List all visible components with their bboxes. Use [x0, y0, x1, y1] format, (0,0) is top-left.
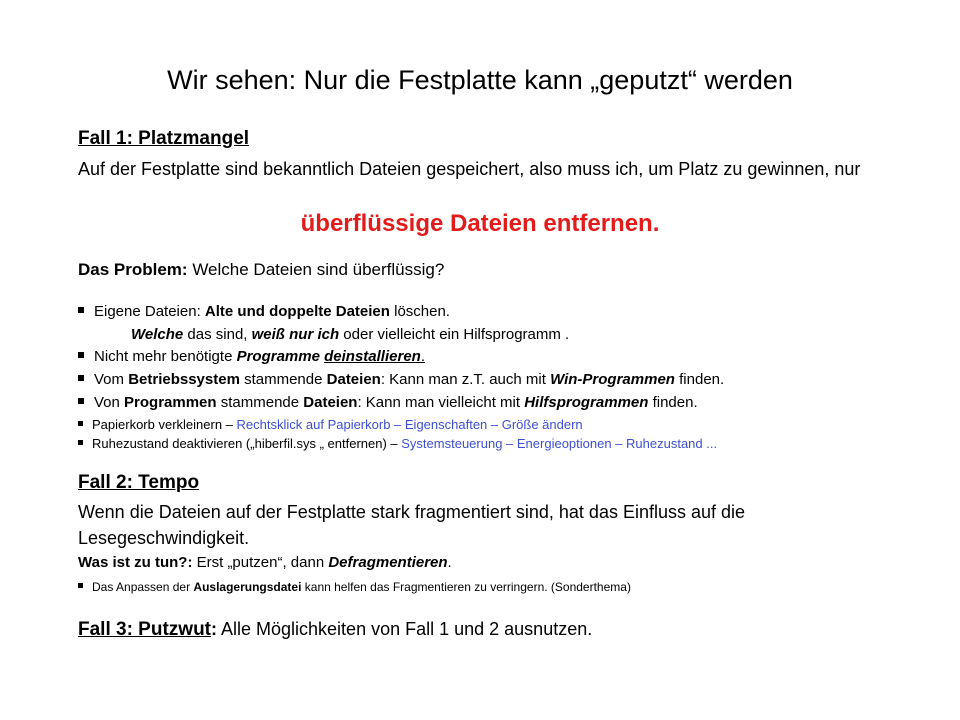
bullet-icon	[78, 583, 83, 588]
todo-text: .	[447, 554, 452, 571]
fall3-line	[78, 619, 592, 641]
bullet-text: stammende	[216, 394, 304, 411]
fall1-text: Auf der Festplatte sind bekanntlich Dateien gespeichert, also muss ich, um Platz zu gewinnen, nur	[78, 159, 861, 179]
note-text: Das Anpassen der	[92, 580, 194, 594]
bullet-text-bold-italic: Welche	[131, 326, 184, 343]
bullet-text: .	[420, 348, 425, 365]
bullet-text: Eigene Dateien:	[94, 303, 205, 320]
todo-line	[78, 554, 452, 571]
bullet-own-files-line2	[131, 326, 569, 343]
bullet-text: Papierkorb verkleinern –	[92, 417, 237, 432]
fall3-colon: :	[211, 619, 217, 639]
bullet-text-bold-italic: Programme	[236, 348, 320, 365]
bullet-text: Nicht mehr benötigte	[94, 348, 237, 365]
note-text-bold: Auslagerungsdatei	[193, 580, 302, 594]
fall3-text: Alle Möglichkeiten von Fall 1 und 2 ausnutzen.	[217, 619, 593, 639]
note-text: kann helfen das Fragmentieren zu verringern. (Sonderthema)	[301, 580, 631, 594]
bullet-text: löschen.	[389, 303, 450, 320]
problem-label: Das Problem:	[78, 260, 188, 279]
bullet-icon	[78, 307, 84, 313]
fall2-heading: Fall 2: Tempo	[78, 472, 200, 493]
slide-title: Wir sehen: Nur die Festplatte kann „geputzt“ werden	[167, 65, 793, 95]
bullet-text-bold-italic: weiß nur ich	[251, 326, 340, 343]
fall3-heading: Fall 3: Putzwut	[78, 619, 211, 640]
todo-text: Erst „putzen“, dann	[192, 554, 329, 571]
bullet-text-bold-italic: Hilfsprogrammen	[524, 394, 649, 411]
bullet-text: : Kann man vielleicht mit	[357, 394, 525, 411]
bullet-text-bold: Dateien	[326, 371, 381, 388]
bullet-text: das sind,	[183, 326, 252, 343]
bullet-text-bold: Betriebssystem	[128, 371, 240, 388]
bullet-text-bold: Alte und doppelte Dateien	[204, 303, 390, 320]
bullet-icon	[78, 421, 83, 426]
pagefile-note	[78, 580, 631, 594]
bullet-text-bold-italic-underlined: deinstallieren	[324, 348, 421, 365]
bullet-icon	[78, 440, 83, 445]
bullet-text: finden.	[648, 394, 698, 411]
problem-text: Welche Dateien sind überflüssig?	[187, 260, 445, 279]
bullet-own-files	[78, 303, 450, 320]
problem-line	[78, 260, 444, 280]
bullet-hibernate	[78, 436, 717, 451]
bullet-text-bold: Dateien	[303, 394, 358, 411]
todo-label: Was ist zu tun?:	[78, 554, 193, 571]
bullet-programs	[78, 348, 425, 365]
todo-action: Defragmentieren	[328, 554, 448, 571]
fall1-emphasis: überflüssige Dateien entfernen.	[300, 210, 660, 237]
bullet-text-bold: Programmen	[124, 394, 217, 411]
bullet-icon	[78, 398, 84, 404]
bullet-os-files	[78, 371, 724, 388]
fall1-heading: Fall 1: Platzmangel	[78, 128, 250, 149]
bullet-text: finden.	[674, 371, 725, 388]
bullet-text: oder vielleicht ein Hilfsprogramm .	[339, 326, 570, 343]
bullet-path-text: Rechtsklick auf Papierkorb – Eigenschaften – Größe ändern	[236, 417, 583, 432]
bullet-text: stammende	[239, 371, 327, 388]
bullet-icon	[78, 352, 84, 358]
bullet-recycle-bin	[78, 417, 583, 432]
bullet-text: Vom	[94, 371, 129, 388]
bullet-program-files	[78, 394, 698, 411]
bullet-text-bold-italic: Win-Programmen	[550, 371, 675, 388]
bullet-path-text: Systemsteuerung – Energieoptionen – Ruhezustand ...	[401, 436, 718, 451]
bullet-text: Von	[94, 394, 125, 411]
bullet-text: Ruhezustand deaktivieren („hiberfil.sys „ entfernen) –	[92, 436, 402, 451]
bullet-icon	[78, 375, 84, 381]
bullet-text: : Kann man z.T. auch mit	[380, 371, 551, 388]
fall2-text: Wenn die Dateien auf der Festplatte stark fragmentiert sind, hat das Einfluss auf die Lesegeschwindigkeit.	[78, 502, 746, 548]
